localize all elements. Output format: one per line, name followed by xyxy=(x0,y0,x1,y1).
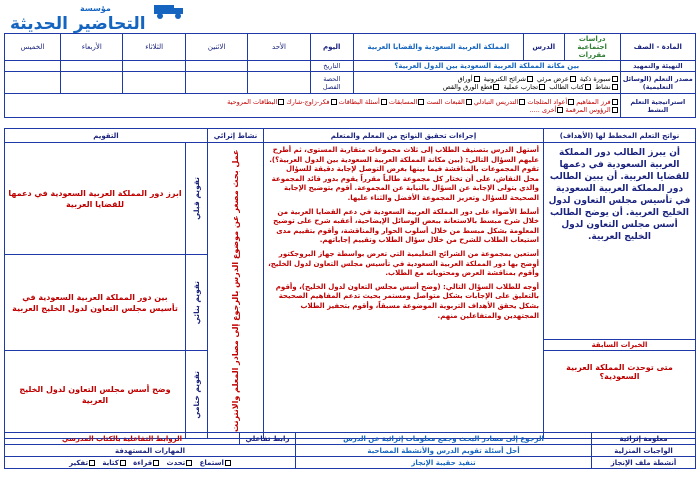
eval-item-3: وضح أسس مجلس التعاون لدول الخليج العربية xyxy=(5,351,186,439)
subject-label: المادة - الصف xyxy=(620,34,695,61)
strategies-label: استراتيجية التعلم النشط xyxy=(620,94,695,118)
strategy-checkbox[interactable] xyxy=(381,99,387,105)
link-text[interactable]: الروابط التفاعلية بالكتاب المدرسي xyxy=(5,433,240,445)
strategy-checkbox[interactable] xyxy=(568,99,574,105)
procedures-header: إجراءات تحقيق النواتج من المعلم والمتعلم xyxy=(264,129,544,143)
eval-type-cell xyxy=(186,351,208,439)
source-checkbox[interactable] xyxy=(612,76,618,82)
strategy-item: أخرى ..... xyxy=(529,105,557,114)
source-checkbox[interactable] xyxy=(585,84,591,90)
logo xyxy=(4,2,190,34)
source-checkbox[interactable] xyxy=(493,84,499,90)
day-label: اليوم xyxy=(310,34,353,61)
prior-label: الخبرات السابقة xyxy=(544,339,695,351)
eval-type-cell xyxy=(186,143,208,255)
achievement-text: تنفيذ حقيبة الإنجاز xyxy=(296,457,592,469)
source-item: نشاط xyxy=(595,82,611,91)
skill-checkbox[interactable] xyxy=(120,460,126,466)
subject-value: دراسات اجتماعية مقررات xyxy=(564,34,620,61)
logo-title: التحاضير الحديثة xyxy=(10,14,146,34)
intro-label: التهيئة والتمهيد xyxy=(620,61,695,72)
homework-label: الواجبات المنزلية xyxy=(592,445,696,457)
strategy-item: الرؤوس المرقمة xyxy=(565,105,611,114)
outcomes-text: أن يبرز الطالب دور المملكة العربية السعودية في دعمها للقضايا العربية. أن يبين الطالب دور المملكة العربية السعودية في تأسيس مجلس التعاون لدول الخليج العربية. أن يوضح الطالب أسس مجلس التعاون لدول الخليج العربية. xyxy=(548,148,691,242)
eval-type-2: تقويم بنائي xyxy=(192,280,201,325)
outcomes-cell xyxy=(544,143,696,439)
eval-item-2: بين دور المملكة العربية السعودية في تأسيس مجلس التعاون لدول الخليج العربية xyxy=(5,255,186,351)
strategy-item: فكر-زاوج-شارك xyxy=(286,97,330,106)
logo-subtitle: مؤسسة xyxy=(80,4,111,13)
source-checkbox[interactable] xyxy=(539,84,545,90)
skill-checkbox[interactable] xyxy=(153,460,159,466)
strategy-checkbox[interactable] xyxy=(612,107,618,113)
skills-list xyxy=(5,457,296,469)
info-label: معلومة إثرائية xyxy=(592,433,696,445)
skill-item: تفكير xyxy=(69,458,89,467)
skill-item: قراءة xyxy=(133,458,153,467)
skill-checkbox[interactable] xyxy=(225,460,231,466)
strategy-item: البطاقات المروحية xyxy=(227,97,278,106)
source-item: قطع الورق والقص xyxy=(442,82,493,91)
strategy-checkbox[interactable] xyxy=(519,99,525,105)
source-checkbox[interactable] xyxy=(570,76,576,82)
sources-list xyxy=(353,72,620,94)
skills-label: المهارات المستهدفة xyxy=(5,445,296,457)
procedure-1: أستهل الدرس بتصنيف الطلاب إلى ثلاث مجموعات متقاربة المستوى، ثم أطرح عليهم السؤال التالي: (بين مكانة المملكة العربية السعودية بين الدول العربية؟). تقوم المجموعات بالمناقشة فيما بينها بغرض التوصل لإجابة دقيقة للسؤال محل النقاش، على أن تختار كل مجموعة طالباً مقرراً يقوم بدور قائد المجموعة والذي يتولى الإجابة عن السؤال بالنيابة عن المجموعة. أقوم بتوضيح الإجابة الصحيحة للسؤال وتعزيز المجموعة الأفضل والثناء عليها. xyxy=(269,146,539,202)
strategies-list xyxy=(5,94,621,118)
period-label: الحصة الفصل xyxy=(310,72,353,94)
procedure-2: أسلط الأضواء على دور المملكة العربية السعودية في دعم القضايا العربية من خلال شرح مبسط بالاستعانة ببعض الوسائل الإيضاحية، أعقبه شرح على توضيح المعلومة بشكل مبسط من خلال أسلوب الحوار والمناقشة، وأقوم بتقييم مدى استيعاب الطلاب للشرح من خلال سؤال الطلاب وتقييم إجاباتهم. xyxy=(273,207,539,245)
main-table xyxy=(4,128,696,439)
header-table xyxy=(4,33,696,118)
day-3: الأربعاء xyxy=(61,34,123,61)
sources-label: مصدر التعلم (الوسائل التعليمية) xyxy=(620,72,695,94)
strategy-checkbox[interactable] xyxy=(466,99,472,105)
activity-cell xyxy=(208,143,264,439)
skill-item: استماع xyxy=(199,458,224,467)
strategy-checkbox[interactable] xyxy=(557,107,563,113)
strategy-checkbox[interactable] xyxy=(612,99,618,105)
skill-item: تحدث xyxy=(166,458,186,467)
source-item: شرائح الكترونية xyxy=(483,74,526,83)
strategy-checkbox[interactable] xyxy=(331,99,337,105)
lesson-label: الدرس xyxy=(523,34,564,61)
link-label: رابط تفاعلي xyxy=(240,433,296,445)
strategy-checkbox[interactable] xyxy=(418,99,424,105)
evaluation-header: التقويم xyxy=(5,129,208,143)
day-4: الخميس xyxy=(5,34,61,61)
homework-text: أحل أسئلة تقويم الدرس والأنشطة المصاحبة xyxy=(296,445,592,457)
outcomes-header: نواتج التعلم المخطط لها (الأهداف) xyxy=(544,129,696,143)
strategy-checkbox[interactable] xyxy=(278,99,284,105)
day-1: الاثنين xyxy=(185,34,247,61)
prior-text: متى توحدت المملكة العربية السعودية؟ xyxy=(566,363,673,381)
skill-item: كتابة xyxy=(102,458,119,467)
eval-type-cell xyxy=(186,255,208,351)
procedure-4: أوجه للطلاب السؤال التالي: (وضح أسس مجلس التعاون لدول الخليج)، وأقوم بالتعليق على الإجابات بشكل متواصل ومستمر بحيث تدعم المفاهيم الصحيحة بشكل يحقق الأهداف التربوية الموضوعة مسبقاً، وأقوم بتحفيز الطلاب المجتهدين والمتفاعلين منهم. xyxy=(275,282,539,320)
intro-text: بين مكانة المملكة العربية السعودية بين الدول العربية؟ xyxy=(353,61,620,72)
truck-icon xyxy=(152,2,186,20)
source-checkbox[interactable] xyxy=(527,76,533,82)
strategy-item: فرز المفاهيم xyxy=(576,97,611,106)
source-item: أوراق xyxy=(457,74,473,83)
date-label: التاريخ xyxy=(310,61,353,72)
strategy-item: التدريس التبادلي xyxy=(473,97,519,106)
lesson-title: المملكة العربية السعودية والقضايا العربية xyxy=(353,34,523,61)
source-checkbox[interactable] xyxy=(474,76,480,82)
strategy-item: المسابقات xyxy=(388,97,418,106)
source-item: كتاب الطالب xyxy=(549,82,584,91)
skill-checkbox[interactable] xyxy=(186,460,192,466)
source-item: عرض مرئي xyxy=(537,74,569,83)
info-text: الرجوع إلى مصادر البحث وجمع معلومات إثرائية عن الدرس xyxy=(296,433,592,445)
source-item: تجارب عملية xyxy=(503,82,539,91)
eval-type-1: تقويم قبلي xyxy=(192,177,201,220)
strategy-item: أعواد المثلجات xyxy=(527,97,568,106)
achievement-label: أنشطة ملف الإنجاز xyxy=(592,457,696,469)
procedures-cell xyxy=(264,143,544,439)
day-2: الثلاثاء xyxy=(123,34,185,61)
eval-type-3: تقويم ختامي xyxy=(192,370,201,419)
activity-text: عمل بحث مصغر عن موضوع الدرس بالرجوع إلى مصادر المعلم والانترنت xyxy=(231,149,240,432)
strategy-item: أسئلة البطاقات xyxy=(338,97,380,106)
strategy-item: القبعات الست xyxy=(426,97,465,106)
source-checkbox[interactable] xyxy=(612,84,618,90)
eval-item-1: ابرز دور المملكة العربية السعودية في دعمها للقضايا العربية xyxy=(5,143,186,255)
procedure-3: أستعين بمجموعة من الشرائح التعليمية التي تعرض بواسطة جهاز البروجكتور أوضح بها دور المملكة العربية السعودية في تأسيس مجلس التعاون لدول الخليج، وأقوم بمناقشة العرض ومحتوياته مع الطلاب. xyxy=(268,249,539,278)
skill-checkbox[interactable] xyxy=(89,460,95,466)
source-item: سبورة ذكية xyxy=(579,74,611,83)
day-0: الأحد xyxy=(248,34,310,61)
activity-header: نشاط إثرائي xyxy=(208,129,264,143)
footer-table xyxy=(4,432,696,469)
